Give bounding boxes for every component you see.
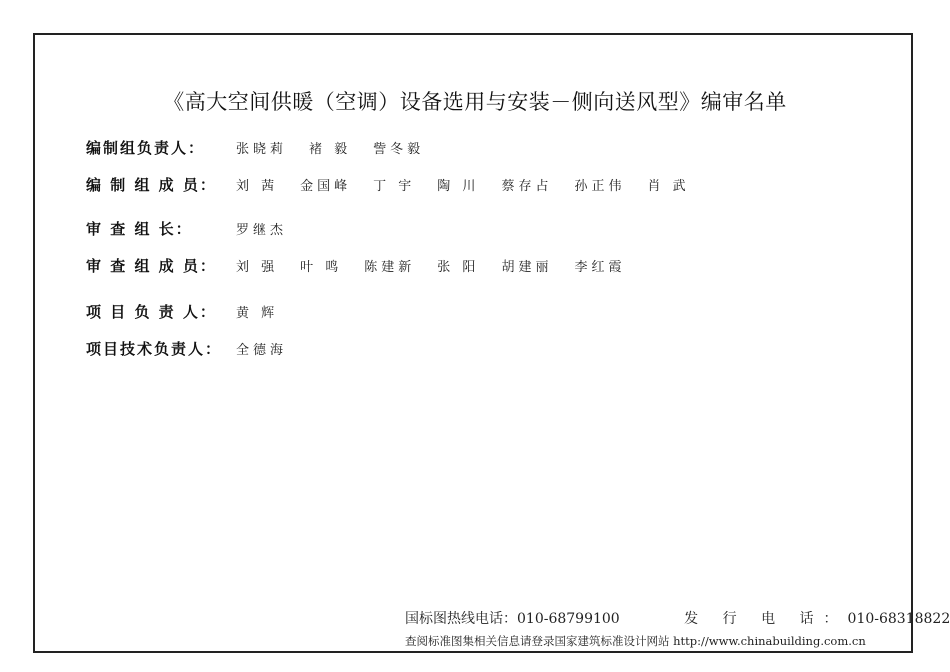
row-review-leader [86,218,309,239]
person-name: 刘 茜 [236,179,279,194]
person-name: 李红霞 [574,260,626,275]
names-list [236,302,300,321]
row-project-lead [86,301,300,322]
person-name: 刘 强 [236,260,279,275]
hotline-number: 010-68799100 [517,611,620,627]
person-name: 叶 鸣 [300,260,343,275]
person-name: 褚 毅 [309,142,352,157]
person-name: 胡建丽 [501,260,553,275]
person-name: 陶 川 [437,179,480,194]
row-label: 项目技术负责人： [86,340,223,358]
person-name: 黄 辉 [236,306,279,321]
names-list [236,175,712,194]
person-name: 丁 宇 [373,179,416,194]
sales-phone-number: 010-68318822 [847,611,950,627]
row-tech-lead [86,338,309,359]
row-review-members [86,255,647,276]
person-name: 蔡存占 [501,179,553,194]
person-name: 罗继杰 [236,223,288,238]
person-name: 全德海 [236,343,288,358]
person-name: 陈建新 [364,260,416,275]
names-list [236,219,309,238]
names-list [236,256,647,275]
person-name: 金国峰 [300,179,352,194]
names-list [236,339,309,358]
names-list [236,138,446,157]
row-compile-lead [86,137,446,158]
person-name: 孙正伟 [574,179,626,194]
person-name: 张 阳 [437,260,480,275]
person-name: 张晓莉 [236,142,288,157]
row-label: 审 查 组 成 员： [86,257,217,275]
row-compile-members [86,174,712,195]
footer-phones [405,608,950,628]
page-title: 《高大空间供暖（空调）设备选用与安装－侧向送风型》编审名单 [163,90,787,114]
hotline-label: 国标图热线电话： [405,611,517,627]
row-label: 编 制 组 成 员： [86,176,217,194]
person-name: 肖 武 [647,179,690,194]
footer-website: 查阅标准图集相关信息请登录国家建筑标准设计网站 http://www.chinabuilding.com.cn [405,634,866,648]
row-label: 审 查 组 长： [86,220,193,238]
person-name: 訾冬毅 [373,142,425,157]
row-label: 编制组负责人： [86,139,206,157]
row-label: 项 目 负 责 人： [86,303,217,321]
sales-phone-label: 发 行 电 话： [684,611,848,627]
